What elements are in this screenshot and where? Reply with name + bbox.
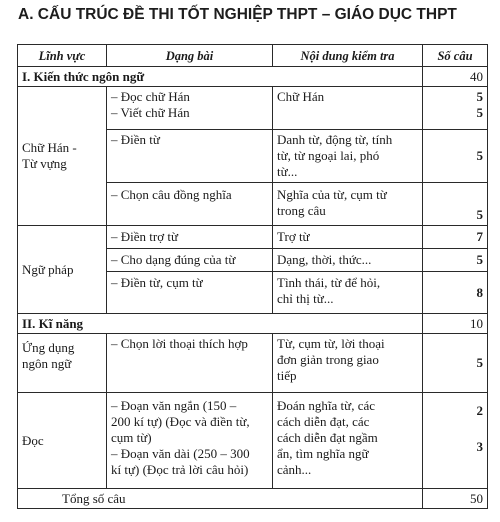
count-value: 7: [476, 229, 483, 244]
content-label: Dạng, thời, thức...: [277, 252, 372, 267]
table-header-row: [18, 45, 488, 67]
count-value: 2: [476, 403, 483, 418]
section-count: 10: [423, 314, 488, 334]
type-label: – Đoạn văn ngắn (150 –: [111, 398, 237, 413]
content-label: cảnh...: [277, 462, 312, 477]
content-cell: [273, 130, 423, 183]
content-label: cách diễn đạt ngầm: [277, 430, 378, 445]
field-cell: [18, 87, 107, 226]
count-value: 5: [476, 148, 483, 163]
count-cell: [423, 249, 488, 272]
total-label: Tổng số câu: [18, 489, 423, 509]
content-label: cách diễn đạt, các: [277, 414, 370, 429]
header-count: Số câu: [423, 45, 488, 67]
type-label: 200 kí tự) (Đọc và điền từ,: [111, 414, 250, 429]
total-row: [18, 489, 488, 509]
type-cell: [107, 130, 273, 183]
section-label: II. Kĩ năng: [18, 314, 423, 334]
section-row: [18, 67, 488, 87]
count-value: 5: [476, 89, 483, 104]
type-label: kí tự) (Đọc trả lời câu hỏi): [111, 462, 249, 477]
count-value: 5: [476, 207, 483, 222]
count-cell: [423, 272, 488, 314]
type-label: – Chọn lời thoại thích hợp: [111, 336, 248, 351]
type-label: – Cho dạng đúng của từ: [111, 252, 236, 267]
content-label: Đoán nghĩa từ, các: [277, 398, 376, 413]
count-cell: [423, 130, 488, 183]
count-cell: [423, 87, 488, 130]
header-content: Nội dung kiểm tra: [273, 45, 423, 67]
section-count: 40: [423, 67, 488, 87]
content-label: đơn giản trong giao: [277, 352, 379, 367]
type-cell: [107, 87, 273, 130]
content-label: chỉ thị từ...: [277, 291, 334, 306]
type-label: – Điền từ: [111, 132, 160, 147]
content-label: Tình thái, từ để hỏi,: [277, 275, 381, 290]
count-cell: [423, 183, 488, 226]
type-cell: [107, 272, 273, 314]
count-value: 5: [476, 252, 483, 267]
field-label: Ngữ pháp: [22, 261, 74, 277]
content-label: Từ, cụm từ, lời thoại: [277, 336, 385, 351]
count-cell: [423, 393, 488, 489]
count-value: 5: [476, 355, 483, 370]
content-cell: [273, 393, 423, 489]
type-label: – Viết chữ Hán: [111, 105, 190, 120]
header-type: Dạng bài: [107, 45, 273, 67]
field-cell: [18, 334, 107, 393]
field-cell: [18, 393, 107, 489]
page-title: A. CẤU TRÚC ĐỀ THI TỐT NGHIỆP THPT – GIÁO DỤC THPT: [18, 6, 457, 23]
count-value: 3: [476, 439, 483, 454]
type-cell: [107, 249, 273, 272]
content-label: Chữ Hán: [277, 89, 325, 104]
type-cell: [107, 226, 273, 249]
type-label: cụm từ): [111, 430, 152, 445]
field-label: Ứng dụng: [22, 340, 75, 355]
count-cell: [423, 226, 488, 249]
content-label: Danh từ, động từ, tính: [277, 132, 393, 147]
content-label: trong câu: [277, 203, 326, 218]
table-row: [18, 393, 488, 489]
content-cell: [273, 334, 423, 393]
type-cell: [107, 183, 273, 226]
content-label: Nghĩa của từ, cụm từ: [277, 187, 387, 202]
content-label: tiếp: [277, 368, 297, 383]
count-cell: [423, 334, 488, 393]
type-label: – Đọc chữ Hán: [111, 89, 190, 104]
section-row: [18, 314, 488, 334]
content-cell: [273, 87, 423, 130]
field-label: Chữ Hán -: [22, 140, 77, 155]
type-label: – Đoạn văn dài (250 – 300: [111, 446, 250, 461]
table-row: [18, 87, 488, 130]
content-cell: [273, 249, 423, 272]
field-label: ngôn ngữ: [22, 356, 72, 371]
table-row: [18, 226, 488, 249]
header-field: Lĩnh vực: [18, 45, 107, 67]
field-label: Từ vựng: [22, 156, 67, 171]
content-label: từ, từ ngoại lai, phó: [277, 148, 380, 163]
count-value: 8: [476, 284, 483, 300]
field-cell: [18, 226, 107, 314]
section-label: I. Kiến thức ngôn ngữ: [18, 67, 423, 87]
field-label: Đọc: [22, 432, 44, 448]
type-cell: [107, 334, 273, 393]
content-cell: [273, 272, 423, 314]
content-label: Trợ từ: [277, 229, 310, 244]
content-label: ẩn, tìm nghĩa ngữ: [277, 446, 369, 461]
table-row: [18, 334, 488, 393]
type-label: – Chọn câu đồng nghĩa: [111, 187, 232, 202]
total-count: 50: [423, 489, 488, 509]
exam-structure-table: [17, 44, 488, 509]
content-cell: [273, 226, 423, 249]
type-cell: [107, 393, 273, 489]
type-label: – Điền trợ từ: [111, 229, 178, 244]
content-cell: [273, 183, 423, 226]
count-value: 5: [476, 105, 483, 120]
type-label: – Điền từ, cụm từ: [111, 275, 203, 290]
content-label: từ...: [277, 164, 298, 179]
